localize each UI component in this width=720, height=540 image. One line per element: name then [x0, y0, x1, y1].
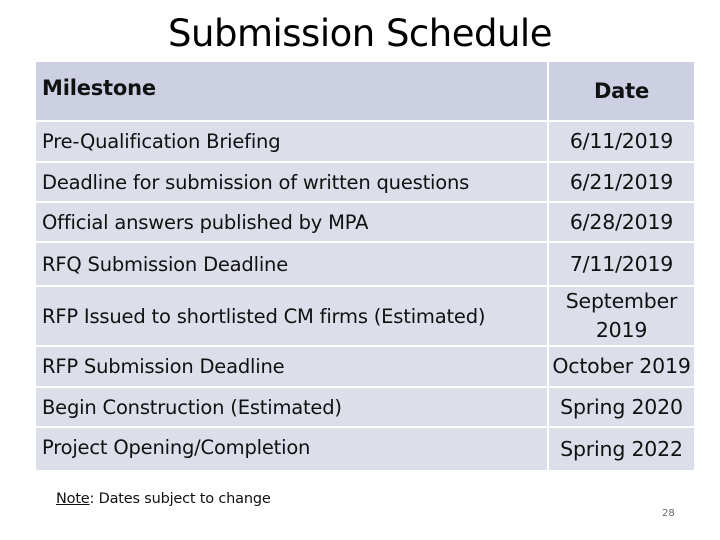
- table-row: [36, 243, 694, 287]
- date-cell: 6/11/2019: [547, 122, 694, 161]
- footnote-label: Note: [56, 491, 90, 507]
- table-row: [36, 203, 694, 243]
- slide-title: Submission Schedule: [168, 12, 552, 55]
- date-cell: Spring 2020: [547, 388, 694, 426]
- milestone-cell: RFP Issued to shortlisted CM firms (Estimated): [42, 304, 486, 328]
- milestone-cell: RFQ Submission Deadline: [42, 252, 288, 276]
- table-row: [36, 163, 694, 203]
- page-number: 28: [662, 508, 675, 519]
- table-row: [36, 287, 694, 347]
- milestone-cell: Begin Construction (Estimated): [42, 395, 342, 419]
- table-row: [36, 428, 694, 472]
- milestone-header: Milestone: [42, 76, 156, 100]
- footnote: [56, 491, 271, 507]
- table-row: [36, 122, 694, 163]
- date-cell: 6/21/2019: [547, 163, 694, 201]
- footnote-text: : Dates subject to change: [89, 491, 271, 507]
- date-cell: 6/28/2019: [547, 203, 694, 241]
- table-row: [36, 347, 694, 388]
- date-cell: September 2019: [547, 287, 694, 345]
- table-row: [36, 388, 694, 428]
- milestone-cell: Pre-Qualification Briefing: [42, 130, 281, 153]
- date-cell: Spring 2022: [547, 428, 694, 470]
- schedule-table: [36, 62, 694, 472]
- milestone-cell: Official answers published by MPA: [42, 210, 369, 234]
- milestone-cell: Project Opening/Completion: [42, 436, 311, 459]
- milestone-cell: RFP Submission Deadline: [42, 355, 285, 378]
- milestone-cell: Deadline for submission of written questions: [42, 170, 470, 194]
- date-cell: 7/11/2019: [547, 243, 694, 285]
- date-header: Date: [547, 62, 694, 120]
- date-cell: October 2019: [547, 347, 694, 386]
- table-header-row: [36, 62, 694, 122]
